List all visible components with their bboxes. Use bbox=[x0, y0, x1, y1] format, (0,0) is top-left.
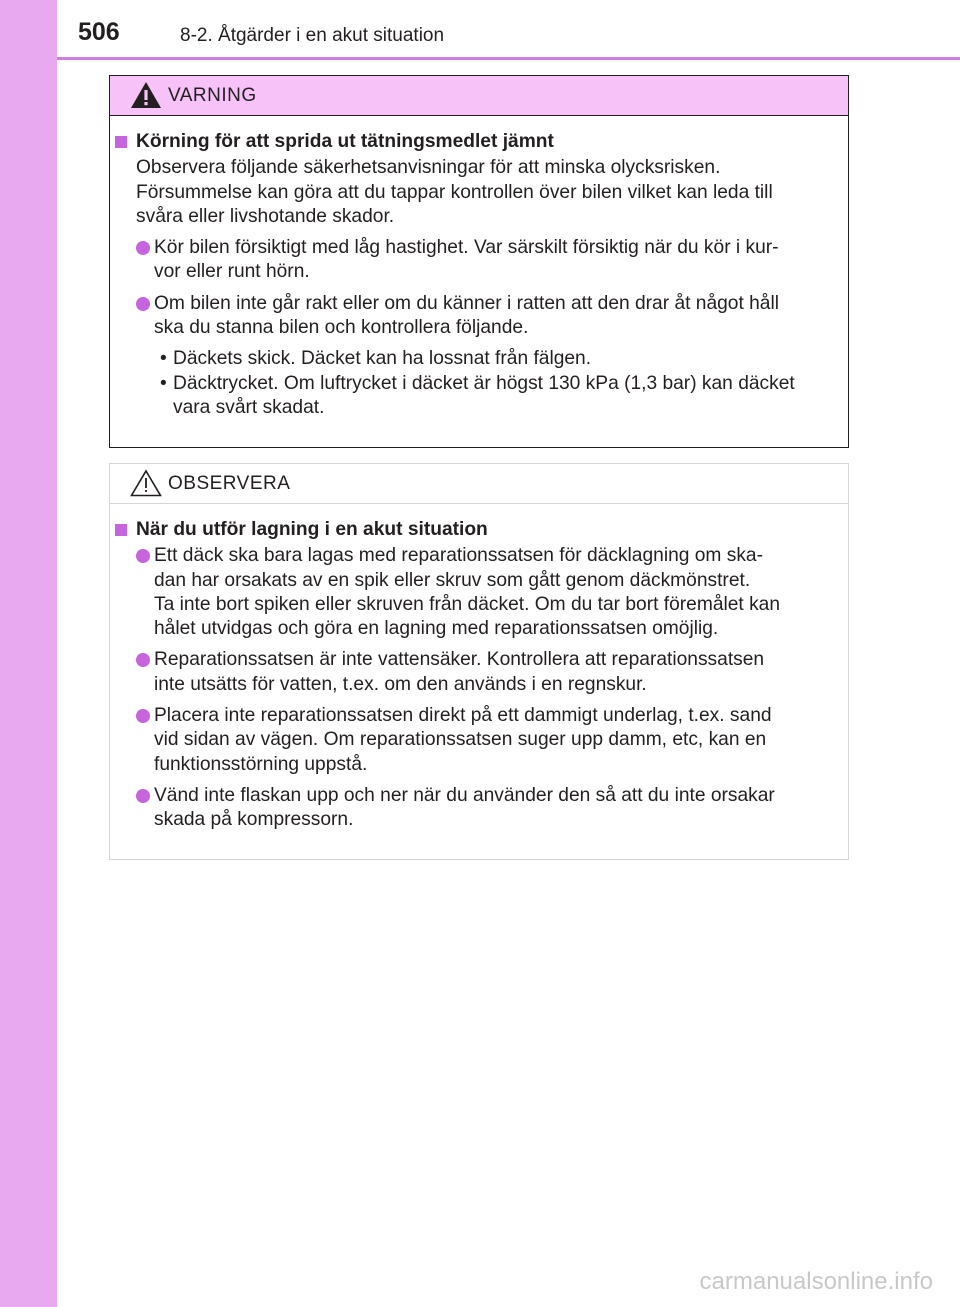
warning-subitem bbox=[115, 347, 840, 371]
dot-marker: • bbox=[160, 372, 167, 394]
notice-bullet bbox=[115, 704, 840, 777]
text-line: ska du stanna bilen och kontrollera följande. bbox=[154, 317, 529, 339]
circle-bullet-icon bbox=[136, 297, 150, 311]
page-number: 506 bbox=[78, 18, 120, 46]
square-bullet-icon bbox=[115, 524, 127, 536]
watermark: carmanualsonline.info bbox=[699, 1268, 933, 1295]
text-line: skada på kompressorn. bbox=[154, 809, 354, 831]
warning-subitem bbox=[115, 372, 840, 421]
text-line: Ett däck ska bara lagas med reparationssatsen för däcklagning om ska- bbox=[154, 545, 763, 567]
notice-body bbox=[110, 504, 848, 833]
section-title: 8-2. Åtgärder i en akut situation bbox=[180, 25, 445, 46]
text-line: hålet utvidgas och göra en lagning med reparationssatsen omöjlig. bbox=[154, 618, 719, 640]
notice-box bbox=[109, 463, 849, 860]
text-line: Däcktrycket. Om luftrycket i däcket är högst 130 kPa (1,3 bar) kan däcket bbox=[173, 372, 795, 394]
text-line: Ta inte bort spiken eller skruven från däcket. Om du tar bort föremålet kan bbox=[154, 593, 781, 615]
warning-box bbox=[109, 75, 849, 448]
warning-label: VARNING bbox=[168, 85, 257, 106]
text-line: vara svårt skadat. bbox=[173, 396, 325, 418]
notice-heading: När du utför lagning i en akut situation bbox=[115, 518, 840, 542]
text-line: Om bilen inte går rakt eller om du känner i ratten att den drar åt något håll bbox=[154, 292, 779, 314]
warning-body bbox=[110, 116, 848, 420]
warning-heading: Körning för att sprida ut tätningsmedlet jämnt bbox=[115, 130, 840, 154]
notice-bullet bbox=[115, 784, 840, 833]
notice-label: OBSERVERA bbox=[168, 473, 291, 494]
text-line: svåra eller livshotande skador. bbox=[136, 205, 395, 227]
warning-intro bbox=[115, 156, 840, 229]
warning-box-header bbox=[110, 76, 848, 116]
text-line: Försummelse kan göra att du tappar kontrollen över bilen vilket kan leda till bbox=[136, 181, 773, 203]
circle-bullet-icon bbox=[136, 241, 150, 255]
circle-bullet-icon bbox=[136, 709, 150, 723]
circle-bullet-icon bbox=[136, 789, 150, 803]
circle-bullet-icon bbox=[136, 653, 150, 667]
caution-triangle-outline-icon bbox=[130, 469, 162, 497]
text-line: dan har orsakats av en spik eller skruv som gått genom däckmönstret. bbox=[154, 569, 751, 591]
notice-bullet bbox=[115, 648, 840, 697]
text-line: Däckets skick. Däcket kan ha lossnat från fälgen. bbox=[173, 348, 592, 370]
square-bullet-icon bbox=[115, 136, 127, 148]
warning-bullet bbox=[115, 236, 840, 285]
notice-box-header bbox=[110, 464, 848, 504]
text-line: Reparationssatsen är inte vattensäker. Kontrollera att reparationssatsen bbox=[154, 649, 765, 671]
text-line: Placera inte reparationssatsen direkt på ett dammigt underlag, t.ex. sand bbox=[154, 705, 772, 727]
warning-bullet bbox=[115, 292, 840, 341]
text-line: Observera följande säkerhetsanvisningar för att minska olycksrisken. bbox=[136, 157, 721, 179]
header-rule bbox=[57, 57, 960, 60]
text-line: vor eller runt hörn. bbox=[154, 261, 310, 283]
text-line: Kör bilen försiktigt med låg hastighet. Var särskilt försiktig när du kör i kur- bbox=[154, 237, 779, 259]
notice-bullet bbox=[115, 544, 840, 641]
text-line: Vänd inte flaskan upp och ner när du använder den så att du inte orsakar bbox=[154, 784, 775, 806]
text-line: funktionsstörning uppstå. bbox=[154, 753, 368, 775]
text-line: vid sidan av vägen. Om reparationssatsen suger upp damm, etc, kan en bbox=[154, 729, 767, 751]
warning-triangle-icon bbox=[130, 81, 162, 109]
circle-bullet-icon bbox=[136, 549, 150, 563]
side-color-bar bbox=[0, 0, 57, 1307]
text-line: inte utsätts för vatten, t.ex. om den används i en regnskur. bbox=[154, 673, 647, 695]
dot-marker: • bbox=[160, 348, 167, 370]
